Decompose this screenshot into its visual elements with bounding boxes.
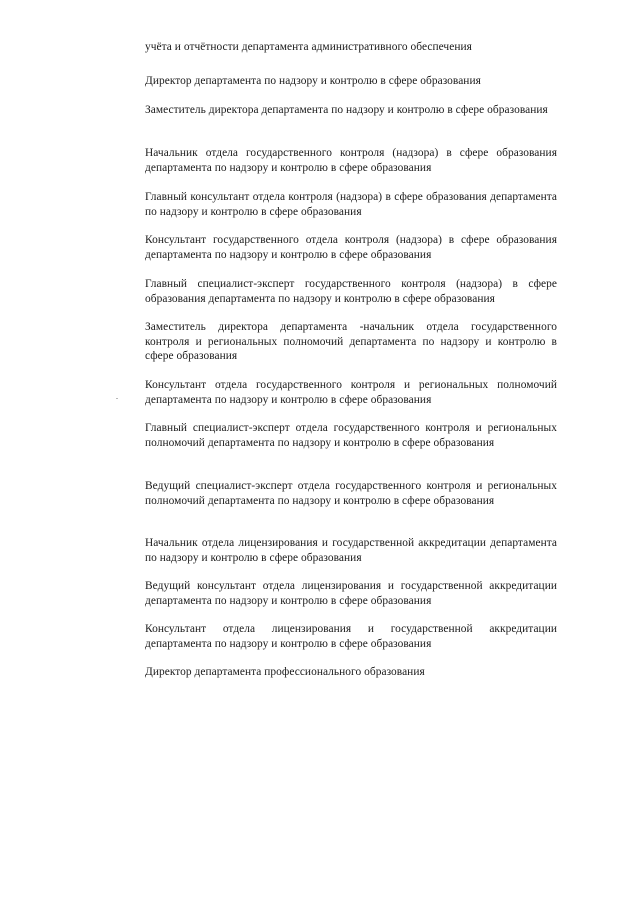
position-entry: Начальник отдела лицензирования и государственной аккредитации департамента по надзору и контролю в сфере образования bbox=[145, 537, 557, 564]
position-entry: Директор департамента профессионального образования bbox=[145, 666, 425, 678]
position-entry: Консультант отдела государственного контроля и региональных полномочий департамента по надзору и контролю в сфере образования bbox=[145, 379, 557, 406]
position-entry: Ведущий консультант отдела лицензирования и государственной аккредитации департамента по надзору и контролю в сфере образования bbox=[145, 580, 557, 607]
position-entry: Заместитель директора департамента -начальник отдела государственного контроля и региональных полномочий департамента по надзору и контролю в сфере образования bbox=[145, 321, 557, 362]
position-entry: учёта и отчётности департамента административного обеспечения bbox=[145, 41, 472, 53]
position-entry: Консультант отдела лицензирования и государственной аккредитации департамента по надзору и контролю в сфере образования bbox=[145, 623, 557, 650]
scan-speck bbox=[116, 398, 118, 399]
position-entry: Главный консультант отдела контроля (надзора) в сфере образования департамента по надзору и контролю в сфере образования bbox=[145, 191, 557, 218]
position-entry: Начальник отдела государственного контроля (надзора) в сфере образования департамента по надзору и контролю в сфере образования bbox=[145, 147, 557, 174]
position-entry: Консультант государственного отдела контроля (надзора) в сфере образования департамента по надзору и контролю в сфере образования bbox=[145, 234, 557, 261]
position-entry: Главный специалист-эксперт отдела государственного контроля и региональных полномочий департамента по надзору и контролю в сфере образования bbox=[145, 422, 557, 449]
position-entry: Главный специалист-эксперт государственного контроля (надзора) в сфере образования департамента по надзору и контролю в сфере образования bbox=[145, 278, 557, 305]
position-entry: Ведущий специалист-эксперт отдела государственного контроля и региональных полномочий департамента по надзору и контролю в сфере образования bbox=[145, 480, 557, 507]
position-entry: Директор департамента по надзору и контролю в сфере образования bbox=[145, 75, 481, 87]
position-entry: Заместитель директора департамента по надзору и контролю в сфере образования bbox=[145, 104, 548, 116]
